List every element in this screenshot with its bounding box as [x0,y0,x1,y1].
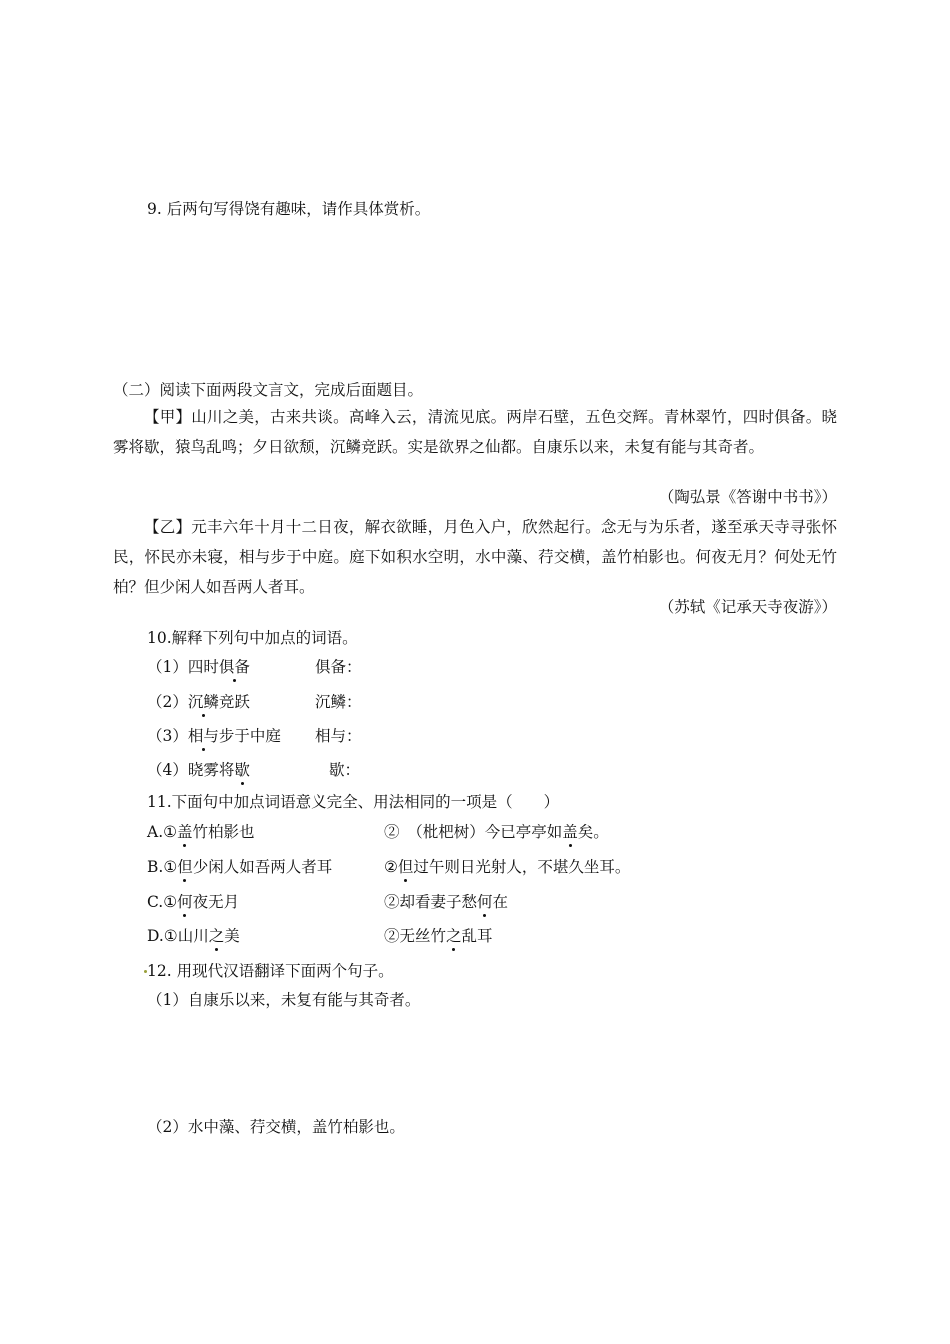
option-letter: D.① [147,927,178,945]
item-number: （3） [147,727,188,745]
option-text: 在 [492,893,509,911]
question-10-title: 10.解释下列句中加点的词语。 [147,629,358,647]
dotted-word: 盖 [177,823,193,841]
item-text: 步于中庭 [218,727,281,745]
q11-option-b [147,857,747,877]
option-text: 过午则日光射人，不堪久坐耳。 [413,858,631,876]
option-text: ②无丝竹 [384,927,447,945]
option-compare [384,892,508,912]
option-compare [384,857,630,877]
q10-item [147,726,362,746]
item-text: 四时 [187,658,219,676]
item-number: （2） [147,693,188,711]
dotted-word: 盖 [562,823,578,841]
option-compare [384,822,609,842]
item-text: 竞跃 [218,693,250,711]
q10-item [147,692,362,712]
passage-yi-source: （苏轼《记承天寺夜游》） [658,598,837,616]
answer-label: 沉鳞： [315,693,362,711]
option-text: ② （枇杷树）今已亭亭如 [384,823,563,841]
option-text: 美 [224,927,240,945]
answer-label: 相与： [315,727,362,745]
answer-label: 歇： [329,761,361,779]
q11-option-c [147,892,747,912]
dotted-word: 但 [177,858,193,876]
q10-item [147,657,362,677]
question-9: 9. 后两句写得饶有趣味，请作具体赏析。 [147,200,431,218]
passage-jia: 【甲】山川之美，古来共谈。高峰入云，清流见底。两岸石壁，五色交辉。青林翠竹，四时俱备。晓雾将歇，猿鸟乱鸣；夕日欲颓，沉鳞竞跃。实是欲界之仙都。自康乐以来，未复有能与其奇者。 [113,408,837,456]
option-letter: B.① [147,858,178,876]
q11-option-d [147,926,747,946]
option-text: ② [384,858,398,876]
option-compare [384,926,493,946]
item-number: （1） [147,658,188,676]
dotted-word: 何 [477,893,493,911]
dotted-word: 歇 [234,761,250,779]
dotted-word: 何 [177,893,193,911]
item-text: 晓雾将 [187,761,235,779]
section-heading: （二）阅读下面两段文言文，完成后面题目。 [113,381,424,399]
passage-jia-source: （陶弘景《答谢中书书》） [658,488,837,506]
option-text: 山川 [177,927,209,945]
option-letter: C.① [147,893,178,911]
q12-sentence-1: （1）自康乐以来，未复有能与其奇者。 [147,991,421,1009]
dotted-word: 之 [446,927,462,945]
option-text: 矣。 [577,823,609,841]
q11-option-a [147,822,747,842]
option-letter: A.① [147,823,178,841]
option-text: 夜无月 [192,893,240,911]
dotted-word: 之 [208,927,225,945]
question-11-title: 11.下面句中加点词语意义完全、用法相同的一项是（ ） [147,793,560,811]
dotted-word: 俱备 [218,658,250,676]
passage-yi: 【乙】元丰六年十月十二日夜，解衣欲睡，月色入户，欣然起行。念无与为乐者，遂至承天寺寻张怀民，怀民亦未寝，相与步于中庭。庭下如积水空明，水中藻、荇交横，盖竹柏影也。何夜无月？何处无竹柏？但少闲人如吾两人者耳。 [113,518,837,596]
q10-item [147,760,361,780]
question-12-title: 12. 用现代汉语翻译下面两个句子。 [147,962,394,980]
item-number: （4） [147,761,188,779]
option-text: 乱耳 [461,927,493,945]
dotted-word: 但 [397,858,414,876]
option-text: ②却看妻子愁 [384,893,478,911]
option-text: 少闲人如吾两人者耳 [192,858,333,876]
dotted-word: 沉鳞 [187,693,219,711]
option-text: 竹柏影也 [192,823,255,841]
q12-sentence-2: （2）水中藻、荇交横，盖竹柏影也。 [147,1118,405,1136]
dotted-word: 相与 [187,727,219,745]
answer-label: 俱备： [315,658,362,676]
